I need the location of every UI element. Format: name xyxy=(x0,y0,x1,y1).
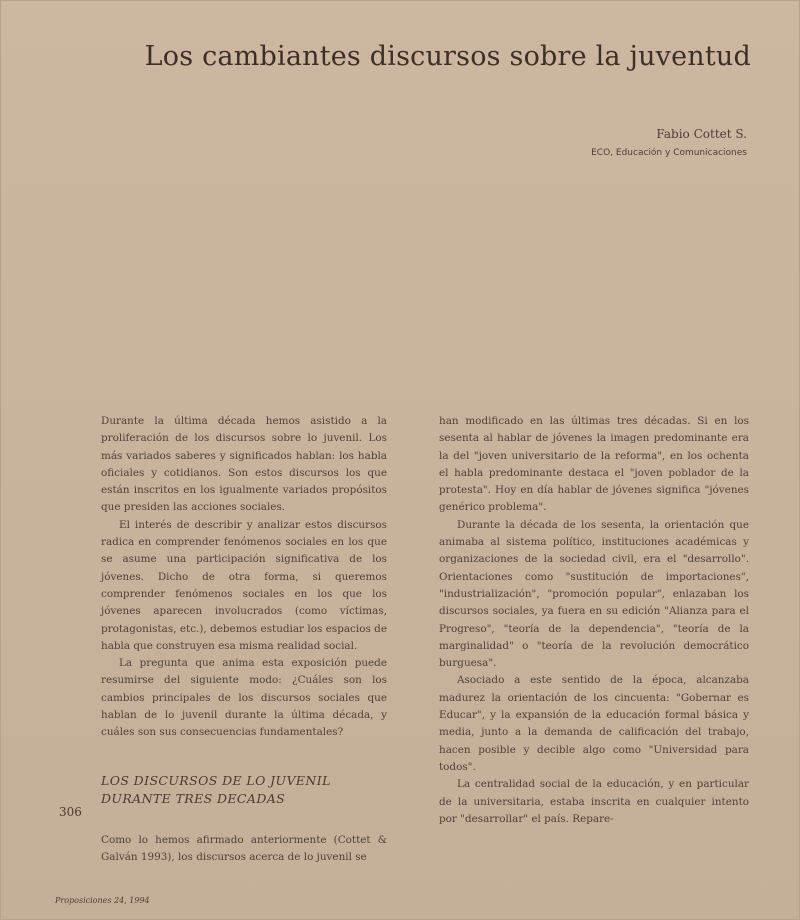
author-affiliation: ECO, Educación y Comunicaciones xyxy=(591,148,747,158)
paragraph: La centralidad social de la educación, y en particular de la universitaria, estaba inscrita en cualquier intento por "desarrollar" el país. Repare- xyxy=(439,778,749,825)
text-column-right xyxy=(439,413,749,828)
paragraph: Asociado a este sentido de la época, alcanzaba madurez la orientación de los cincuenta: "Gobernar es Educar", y la expansión de la educación formal básica y media, junto a la demanda de calificación del trabajo, hacen posible y decible algo como "Universidad para todos". xyxy=(439,674,749,773)
paragraph: Durante la última década hemos asistido a la proliferación de los discursos sobre lo juvenil. Los más variados saberes y significados hablan: los habla oficiales y cotidianos. Son estos discursos los que están inscritos en los igualmente variados propósitos que presiden las acciones sociales. xyxy=(101,415,387,514)
paragraph: El interés de describir y analizar estos discursos radica en comprender fenómenos sociales en los que se asume una participación significativa de los jóvenes. Dicho de otra forma, si queremos comprender fenómenos sociales en los que los jóvenes aparecen involucrados (como víctimas, protagonistas, etc.), debemos estudiar los espacios de habla que construyen esa misma realidad social. xyxy=(101,518,387,652)
paragraph: La pregunta que anima esta exposición puede resumirse del siguiente modo: ¿Cuáles son los cambios principales de los discursos sociales que hablan de lo juvenil durante la última década, y cuáles son sus consecuencias fundamentales? xyxy=(101,657,387,739)
author-name: Fabio Cottet S. xyxy=(656,127,747,141)
page-number: 306 xyxy=(59,805,82,819)
paragraph: Como lo hemos afirmado anteriormente (Cottet & Galván 1993), los discursos acerca de lo juvenil se xyxy=(101,833,387,863)
paragraph: han modificado en las últimas tres décadas. Si en los sesenta al hablar de jóvenes la imagen predominante era la del "joven universitario de la reforma", en los ochenta el habla predominante destaca el "joven poblador de la protesta". Hoy en día hablar de jóvenes significa "jóvenes genérico problema". xyxy=(439,415,749,514)
article-title: Los cambiantes discursos sobre la juventud xyxy=(144,41,751,72)
paragraph: Durante la década de los sesenta, la orientación que animaba al sistema político, instituciones académicas y organizaciones de la sociedad civil, era el "desarrollo". Orientaciones como "sustitución de importaciones", "industrialización", "promoción popular", enlazaban los discursos sociales, ya fuera en su edición "Alianza para el Progreso", "teoría de la dependencia", "teoría de la marginalidad" o "teoría de la revolución democrático burguesa". xyxy=(439,518,749,670)
text-column-left xyxy=(101,413,387,866)
footer-citation: Proposiciones 24, 1994 xyxy=(55,896,150,905)
section-heading: LOS DISCURSOS DE LO JUVENIL DURANTE TRES DECADAS xyxy=(101,772,331,806)
